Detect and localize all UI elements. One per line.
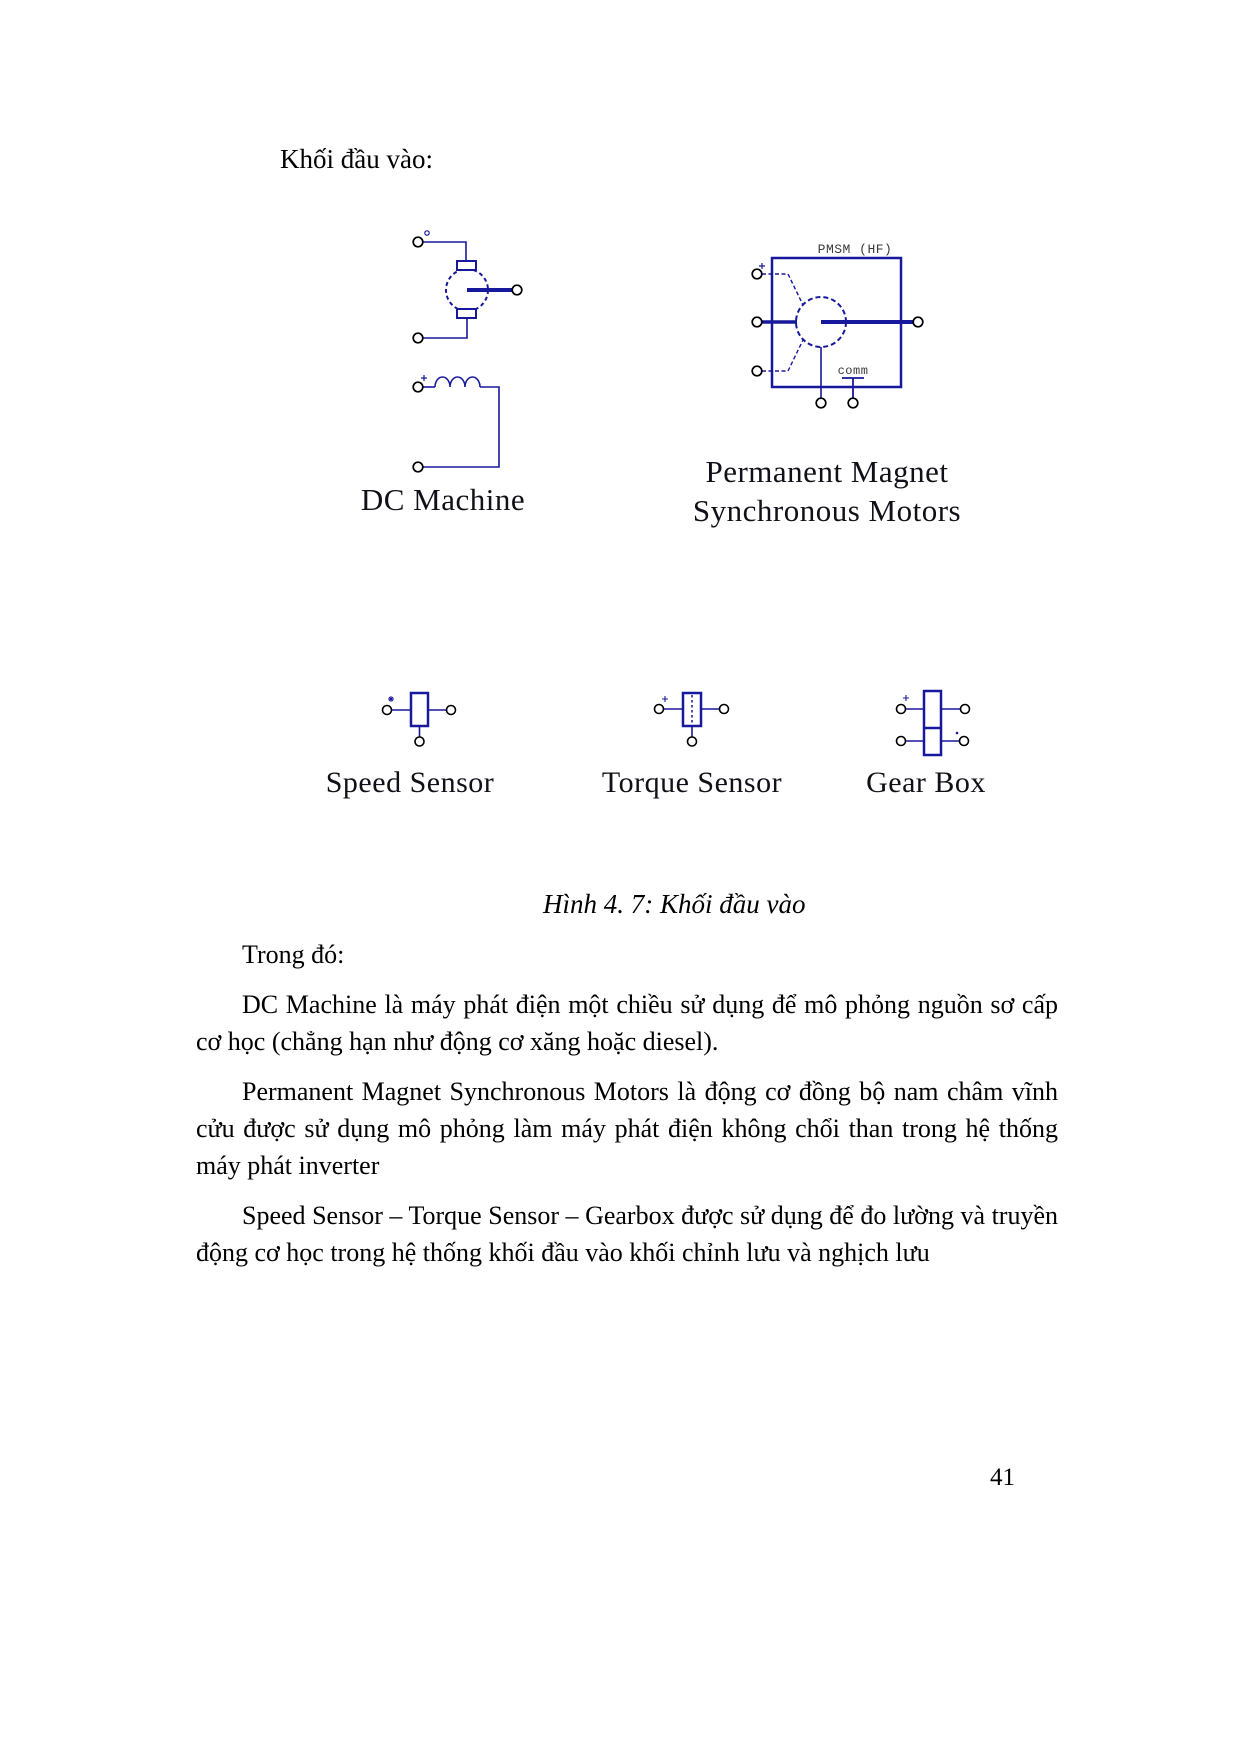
field-coil <box>435 377 480 387</box>
terminal-port <box>752 269 762 279</box>
asterisk-mark-icon <box>388 696 394 702</box>
comm-label: comm <box>837 364 869 378</box>
plus-mark-icon <box>421 375 427 381</box>
brush-bottom <box>457 309 476 318</box>
terminal-port <box>913 317 923 327</box>
dot-mark-icon <box>956 732 959 735</box>
section-heading: Khối đầu vào: <box>280 144 433 174</box>
body-paragraph: DC Machine là máy phát điện một chiều sử dụng để mô phỏng nguồn sơ cấp cơ học (chẳng hạn như động cơ xăng hoặc diesel). <box>196 990 1058 1056</box>
terminal-port <box>960 737 969 746</box>
terminal-port <box>848 398 858 408</box>
body-text <box>196 936 1058 1284</box>
pmsm-title: PMSM (HF) <box>817 242 893 257</box>
terminal-port <box>897 737 906 746</box>
terminal-port <box>413 462 423 472</box>
dc-machine-symbol <box>400 225 530 477</box>
dc-machine-ports <box>413 237 522 472</box>
terminal-port <box>447 706 456 715</box>
figure-caption: Hình 4. 7: Khối đầu vào <box>543 889 806 919</box>
terminal-port <box>413 382 423 392</box>
terminal-port <box>383 706 392 715</box>
plus-mark-icon <box>662 696 668 702</box>
brush-top <box>457 261 476 270</box>
terminal-port <box>752 366 762 376</box>
terminal-port <box>415 737 424 746</box>
terminal-port <box>816 398 826 408</box>
body-paragraph: Speed Sensor – Torque Sensor – Gearbox được sử dụng để đo lường và truyền động cơ học trong hệ thống khối đầu vào khối chỉnh lưu và nghịch lưu <box>196 1201 1058 1267</box>
terminal-port <box>688 737 697 746</box>
body-lead: Trong đó: <box>242 940 345 969</box>
gear-box-label: Gear Box <box>866 766 986 799</box>
pmsm-label-line2: Synchronous Motors <box>692 493 962 528</box>
sensor-box <box>411 693 428 726</box>
terminal-port <box>720 705 729 714</box>
terminal-port <box>413 237 423 247</box>
terminal-port <box>655 705 664 714</box>
polarity-mark-icon <box>425 231 429 235</box>
terminal-port <box>512 285 522 295</box>
dc-machine-label: DC Machine <box>360 482 526 517</box>
torque-sensor-label: Torque Sensor <box>601 766 783 799</box>
pmsm-wires <box>762 274 864 398</box>
terminal-port <box>752 317 762 327</box>
speed-sensor-symbol <box>380 688 460 750</box>
terminal-port <box>897 705 906 714</box>
terminal-port <box>961 705 970 714</box>
pmsm-symbol <box>745 235 935 415</box>
pmsm-label-line1: Permanent Magnet <box>705 454 949 489</box>
gear-box-symbol <box>893 685 978 763</box>
gear-box-rect <box>924 691 941 755</box>
page-number: 41 <box>990 1464 1015 1491</box>
speed-sensor-label: Speed Sensor <box>325 766 495 799</box>
pmsm-label <box>677 452 977 530</box>
plus-mark-icon <box>759 263 765 269</box>
torque-sensor-symbol <box>652 688 732 750</box>
dc-machine-wires <box>423 242 499 467</box>
plus-mark-icon <box>903 695 909 701</box>
body-paragraph: Permanent Magnet Synchronous Motors là động cơ đồng bộ nam châm vĩnh cửu được sử dụng mô phỏng làm máy phát điện không chổi than trong hệ thống máy phát inverter <box>196 1077 1058 1180</box>
terminal-port <box>413 333 423 343</box>
